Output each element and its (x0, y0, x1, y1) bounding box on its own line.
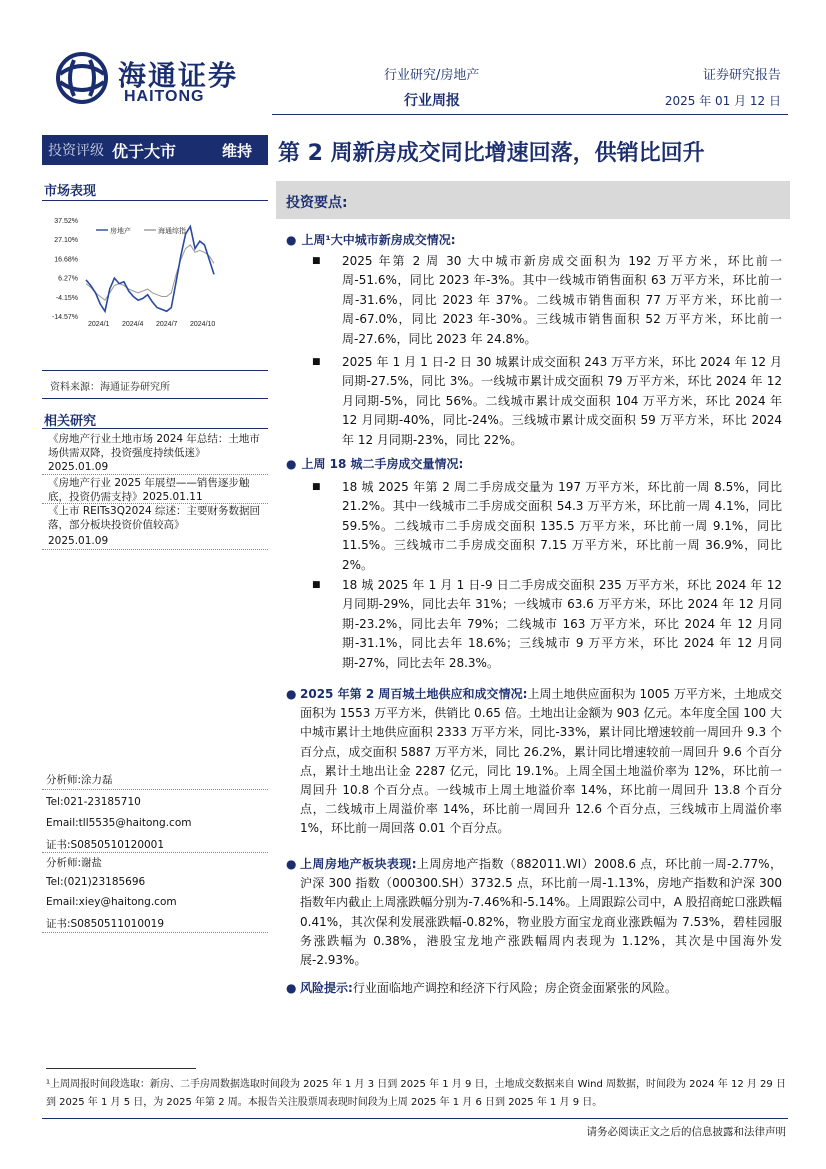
header-divider (272, 114, 788, 115)
second-hand-cumulative-paragraph: 18 城 2025 年 1 月 1 日-9 日二手房成交面积 235 万平方米，环比 2024 年 12 月同期-29%，同比去年 31%；一线城市 63.6 万平方米，环比 2024 年 12 月同期-23.2%，同比去年 79%；二线城市 163 万平方米，环比 2024 年 12 月同期-31.1%，同比去年 18.6%；三线城市 9 万平方米，环比 2024 年 12 月同期-27%，同比去年 28.3%。 (342, 578, 782, 670)
key-points-bar (276, 181, 790, 219)
related-divider (42, 428, 268, 429)
source-divider (42, 398, 268, 399)
related-item[interactable]: 《房地产行业 2025 年展望——销售逐步触底，投资仍需支持》2025.01.11 (48, 477, 250, 503)
report-date: 2025 年 01 月 12 日 (664, 94, 781, 108)
related-item[interactable]: 《上市 REITs3Q2024 综述：主要财务数据回落，部分板块投资价值较高》 (48, 505, 261, 531)
land-market-heading: 2025 年第 2 周百城土地供应和成交情况: (300, 687, 528, 701)
x-tick-label: 2024/4 (122, 321, 144, 328)
bullet-dot-icon: ● (286, 981, 297, 995)
analyst-tel: Tel:(021)23185696 (46, 876, 146, 888)
y-tick-label: 27.10% (54, 237, 78, 245)
related-divider (42, 549, 268, 550)
analyst-email[interactable]: Email:tll5535@haitong.com (46, 817, 192, 829)
footer-divider (42, 1118, 788, 1119)
new-home-weekly-paragraph: 2025 年第 2 周 30 大中城市新房成交面积为 192 万平方米，环比前一周-51.6%，同比 2023 年-3%。其中一线城市销售面积 63 万平方米，环比前一周-31.6%，同比 2023 年 37%。二线城市销售面积 77 万平方米，环比前一周-67.0%，同比 2023 年-30%。三线城市销售面积 52 万平方米，环比前一周-27.6%，同比 2023 年 24.8%。 (342, 254, 782, 346)
rating-label: 投资评级 (48, 143, 104, 159)
new-home-section-heading: ● 上周¹大中城市新房成交情况: (286, 233, 456, 247)
related-item[interactable]: 《房地产行业土地市场 2024 年总结：土地市场供需双降，投资强度持续低迷》 (48, 433, 260, 459)
y-tick-label: 37.52% (54, 218, 78, 225)
series-line (86, 227, 214, 312)
bullet-dot-icon: ● (286, 687, 297, 701)
y-tick-label: -4.15% (55, 294, 78, 302)
footnote: ¹上周周报时间段选取：新房、二手房周数据选取时间段为 2025 年 1 月 3 日到 2025 年 1 月 9 日，土地成交数据来自 Wind 周数据，时间段为 2024 年 12 月 29 日到 2025 年 1 月 5 日，为 2025 年第 2 周。本报告关注股票周表现时间段为上周 2025 年 1 月 6 日到 2025 年 1 月 9 日。 (46, 1079, 786, 1108)
related-item-date: 2025.01.09 (48, 461, 109, 473)
square-bullet-icon: ■ (312, 482, 321, 492)
related-research-title: 相关研究 (44, 414, 97, 429)
footnote-divider (46, 1068, 196, 1069)
legend-label: 海通综指 (158, 227, 186, 235)
rating-value: 优于大市 (112, 141, 177, 161)
haitong-logo-icon (52, 52, 112, 104)
y-tick-label: 6.27% (58, 275, 78, 283)
x-tick-label: 2024/1 (88, 321, 110, 328)
logo-text-en: HAITONG (124, 88, 205, 105)
y-tick-label: 16.68% (54, 256, 78, 264)
analyst-cert: 证书:S0850511010019 (46, 918, 165, 930)
bullet-dot-icon: ● (286, 857, 297, 871)
related-item-date: 2025.01.09 (48, 535, 109, 547)
square-bullet-icon: ■ (312, 357, 321, 367)
square-bullet-icon: ■ (312, 580, 321, 590)
analyst-tel: Tel:021-23185710 (46, 796, 141, 808)
second-hand-weekly-paragraph: 18 城 2025 年第 2 周二手房成交量为 197 万平方米，环比前一周 8.5%，同比 21.2%。其中一线城市二手房成交面积 54.3 万平方米，环比前一周 4.1%，同比 59.5%。二线城市二手房成交面积 135.5 万平方米，环比前一周 9.1%，同比 11.5%。三线城市二手房成交面积 7.15 万平方米，环比前一周 36.9%，同比 2%。 (342, 480, 782, 572)
analyst-divider (42, 852, 268, 853)
analyst-cert: 证书:S0850510120001 (46, 839, 165, 851)
new-home-cumulative-paragraph: 2025 年 1 月 1 日-2 日 30 城累计成交面积 243 万平方米，环比 2024 年 12 月同期-27.5%，同比 3%。一线城市累计成交面积 79 万平方米，环比 2024 年 12 月同期-5%，同比 56%。二线城市累计成交面积 104 万平方米，环比 2024 年 12 月同期-40%，同比-24%。三线城市累计成交面积 59 万平方米，环比 2024 年 12 月同期-23%，同比 22%。 (342, 355, 782, 447)
sector-performance-heading: 上周房地产板块表现: (300, 857, 417, 871)
disclaimer: 请务必阅读正文之后的信息披露和法律声明 (586, 1126, 786, 1138)
related-divider (42, 474, 268, 475)
analyst-email[interactable]: Email:xiey@haitong.com (46, 896, 177, 908)
report-category: 行业研究/房地产 (384, 68, 480, 83)
chart-divider (42, 370, 268, 371)
rating-bar (42, 135, 268, 165)
legend-label: 房地产 (110, 227, 131, 235)
rating-action: 维持 (221, 141, 252, 160)
square-bullet-icon: ■ (312, 256, 321, 266)
analyst-name: 分析师:涂力磊 (46, 774, 113, 786)
analyst-divider (42, 932, 268, 933)
sector-performance-paragraph: 上周房地产板块表现:上周房地产指数（882011.WI）2008.6 点，环比前一周-2.77%，沪深 300 指数（000300.SH）3732.5 点，环比前一周-1.13%，房地产指数和沪深 300 指数年内截止上周涨跌幅分别为-7.46%和-5.14%。上周跟踪公司中，A 股招商蛇口涨跌幅 0.41%，其次保利发展涨跌幅-0.82%，物业股方面宝龙商业涨跌幅为 7.53%，碧桂园服务涨跌幅为 0.38%，港股宝龙地产涨跌幅周内表现为 1.12%，其次是中国海外发展-2.93%。 (300, 857, 782, 968)
x-tick-label: 2024/10 (190, 321, 216, 328)
logo-text-cn: 海通证券 (118, 59, 239, 92)
risk-heading: 风险提示: (300, 981, 353, 995)
report-kind: 证券研究报告 (702, 68, 781, 83)
analyst-name: 分析师:谢盐 (46, 857, 103, 869)
market-performance-title: 市场表现 (44, 184, 97, 199)
report-type: 行业周报 (404, 93, 460, 109)
x-tick-label: 2024/7 (156, 321, 178, 328)
series-line (86, 245, 214, 300)
key-points-title: 投资要点: (286, 195, 348, 211)
chart-source: 资料来源：海通证券研究所 (50, 382, 170, 393)
market-performance-chart (42, 208, 268, 338)
y-tick-label: -14.57% (51, 314, 78, 321)
page-title: 第 2 周新房成交同比增速回落，供销比回升 (278, 141, 705, 166)
land-market-paragraph: 2025 年第 2 周百城土地供应和成交情况:上周土地供应面积为 1005 万平方米，土地成交面积为 1553 万平方米，供销比 0.65 倍。土地出让金额为 903 亿元。本年度全国 100 大中城市累计土地供应面积 2333 万平方米，同比-33%，累计同比增速较前一周回升 9.3 个百分点，成交面积 5887 万平方米，同比 26.2%，累计同比增速较前一周回升 9.6 个百分点，累计土地出让金 2287 亿元，同比 19.1%。上周全国土地溢价率为 12%，环比前一周回升 10.8 个百分点。一线城市上周土地溢价率 14%，环比前一周回升 13.8 个百分点，二线城市上周溢价率 14%，环比前一周回升 12.6 个百分点，三线城市上周溢价率 1%，环比前一周回落 0.01 个百分点。 (300, 687, 782, 836)
market-divider (42, 200, 268, 201)
analyst-divider (42, 789, 268, 790)
risk-paragraph: 风险提示:行业面临地产调控和经济下行风险；房企资金面紧张的风险。 (300, 981, 677, 995)
second-hand-section-heading: ● 上周 18 城二手房成交量情况: (286, 457, 464, 471)
